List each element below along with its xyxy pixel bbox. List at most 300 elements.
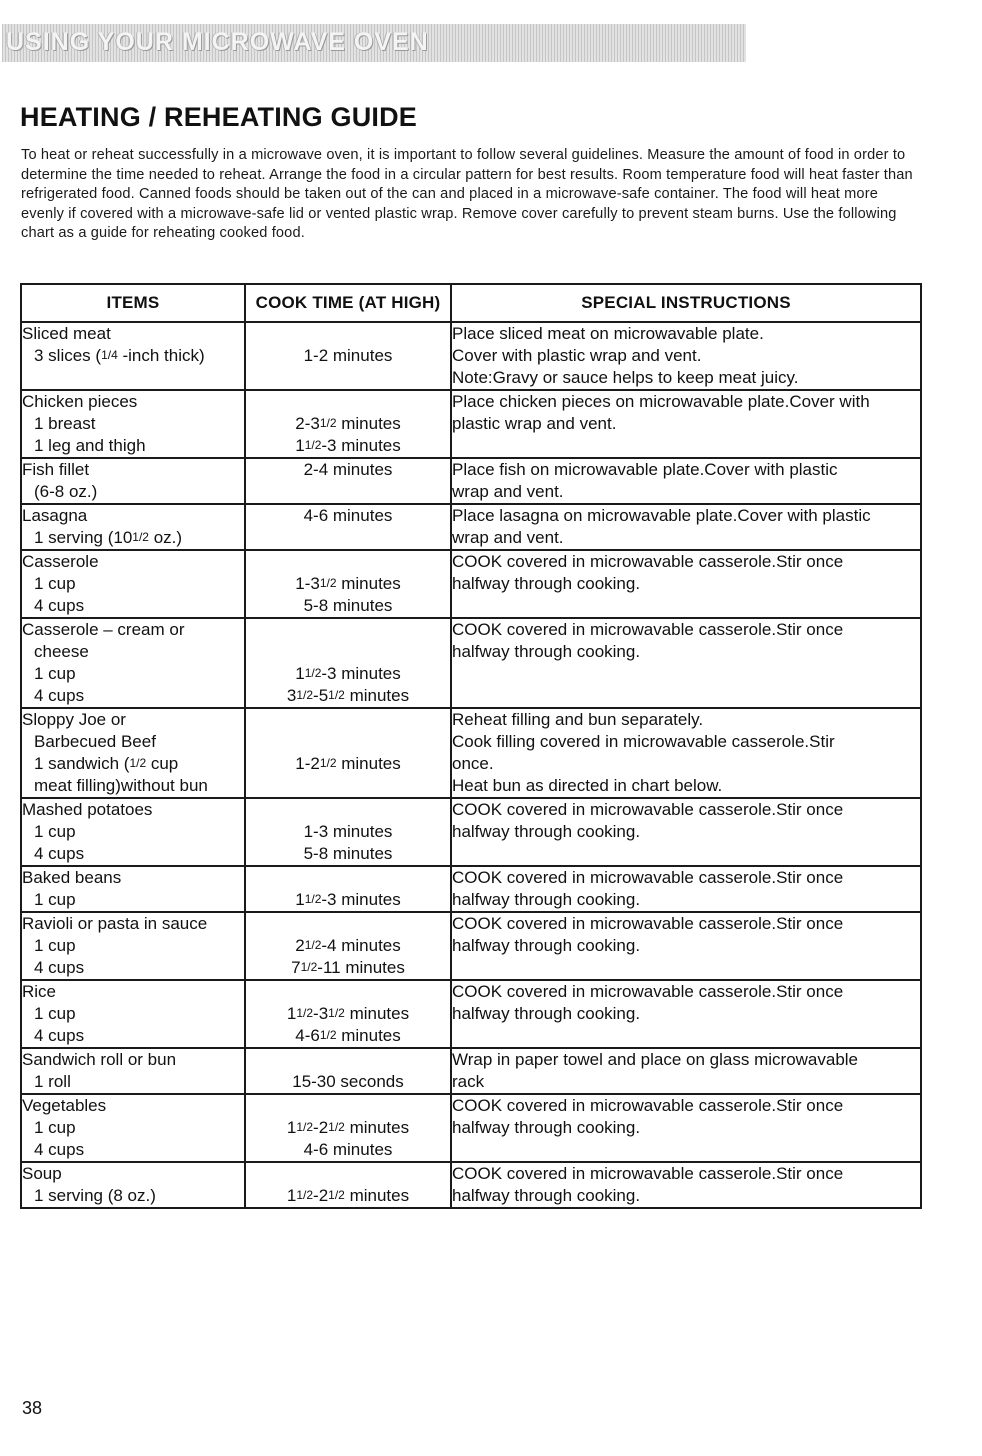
text-segment: Baked beans — [22, 868, 122, 887]
text-segment: Rice — [22, 982, 57, 1001]
cook-time-cell — [245, 618, 451, 708]
item-line — [22, 641, 244, 663]
text-segment: 4 cups — [34, 596, 85, 615]
instruction-line — [452, 1163, 920, 1185]
text-segment: Casserole — [22, 552, 99, 571]
item-line — [22, 709, 244, 731]
cook-time-cell — [245, 912, 451, 980]
instructions-cell — [451, 980, 921, 1048]
text-segment: COOK covered in microwavable casserole.Stir once — [452, 1096, 844, 1115]
instruction-line — [452, 367, 920, 389]
cook-time-line — [246, 867, 450, 889]
cook-time-line — [246, 1139, 450, 1161]
item-line — [22, 1185, 244, 1207]
text-segment: 2-4 minutes — [303, 460, 393, 479]
text-segment: Place sliced meat on microwavable plate. — [452, 324, 764, 343]
text-segment: halfway through cooking. — [452, 890, 641, 909]
item-cell — [21, 866, 245, 912]
cook-time-cell — [245, 708, 451, 798]
item-line — [22, 867, 244, 889]
instruction-line — [452, 345, 920, 367]
instruction-line — [452, 619, 920, 641]
instruction-line — [452, 551, 920, 573]
text-segment: COOK covered in microwavable casserole.Stir once — [452, 1164, 844, 1183]
text-segment: minutes — [336, 1026, 401, 1045]
table-row — [21, 1048, 921, 1094]
text-segment: plastic wrap and vent. — [452, 414, 617, 433]
text-segment: 1 — [295, 890, 305, 909]
text-segment: 1-3 — [295, 574, 320, 593]
text-segment: Wrap in paper towel and place on glass microwavable — [452, 1050, 859, 1069]
fraction: 1/2 — [319, 756, 337, 770]
cook-time-line — [246, 551, 450, 573]
intro-paragraph: To heat or reheat successfully in a microwave oven, it is important to follow several guidelines. Measure the amount of food in order to determine the time needed to reheat. Arrange the food in a circular pattern for best results. Room temperature food will heat faster than refrigerated food. Canned foods should be taken out of the can and placed in a microwave-safe container. The food will heat more evenly if covered with a microwave-safe lid or vented plastic wrap. Remove cover carefully to prevent steam burns. Use the following chart as a guide for reheating cooked food. — [21, 147, 913, 241]
cook-time-line — [246, 821, 450, 843]
cook-time-line — [246, 1071, 450, 1093]
instructions-cell — [451, 1048, 921, 1094]
text-segment: Place lasagna on microwavable plate.Cover with plastic — [452, 506, 871, 525]
cook-time-line — [246, 459, 450, 481]
text-segment: 1 — [295, 664, 305, 683]
fraction: 1/2 — [304, 666, 322, 680]
item-cell — [21, 708, 245, 798]
item-line — [22, 1095, 244, 1117]
item-cell — [21, 798, 245, 866]
cook-time-line — [246, 1003, 450, 1025]
text-segment: 1-2 — [295, 754, 320, 773]
cook-time-line — [246, 981, 450, 1003]
text-segment: 1 cup — [34, 822, 76, 841]
item-line — [22, 799, 244, 821]
item-line — [22, 685, 244, 707]
instruction-line — [452, 459, 920, 481]
item-line — [22, 1117, 244, 1139]
cook-time-cell — [245, 390, 451, 458]
table-header-row — [21, 284, 921, 322]
fraction: 1/2 — [129, 756, 147, 770]
cook-time-cell — [245, 1048, 451, 1094]
item-line — [22, 345, 244, 367]
item-cell — [21, 618, 245, 708]
item-line — [22, 1025, 244, 1047]
cook-time-line — [246, 391, 450, 413]
fraction: 1/4 — [101, 348, 118, 362]
fraction: 1/2 — [304, 892, 322, 906]
text-segment: 4 cups — [34, 1026, 85, 1045]
instruction-line — [452, 709, 920, 731]
cook-time-line — [246, 731, 450, 753]
table-row — [21, 798, 921, 866]
instruction-line — [452, 821, 920, 843]
item-line — [22, 957, 244, 979]
item-line — [22, 843, 244, 865]
item-line — [22, 775, 244, 797]
text-segment: 1 sandwich ( — [34, 754, 130, 773]
text-segment: Cook filling covered in microwavable casserole.Stir — [452, 732, 835, 751]
table-row — [21, 912, 921, 980]
instruction-line — [452, 1095, 920, 1117]
table-row — [21, 550, 921, 618]
text-segment: 4 cups — [34, 1140, 85, 1159]
text-segment: COOK covered in microwavable casserole.Stir once — [452, 552, 844, 571]
item-line — [22, 481, 244, 503]
instructions-cell — [451, 390, 921, 458]
text-segment: 4 cups — [34, 844, 85, 863]
instruction-line — [452, 641, 920, 663]
text-segment: halfway through cooking. — [452, 1118, 641, 1137]
item-line — [22, 913, 244, 935]
instructions-cell — [451, 550, 921, 618]
item-line — [22, 1139, 244, 1161]
cook-time-cell — [245, 866, 451, 912]
cook-time-cell — [245, 1094, 451, 1162]
text-segment: minutes — [336, 754, 401, 773]
instruction-line — [452, 323, 920, 345]
text-segment: wrap and vent. — [452, 482, 564, 501]
table-row — [21, 1162, 921, 1208]
text-segment: -4 minutes — [321, 936, 401, 955]
text-segment: 1 — [286, 1004, 297, 1023]
text-segment: Place chicken pieces on microwavable plate.Cover with — [452, 392, 870, 411]
instruction-line — [452, 799, 920, 821]
instruction-line — [452, 913, 920, 935]
text-segment: 4-6 minutes — [303, 506, 393, 525]
cook-time-line — [246, 573, 450, 595]
fraction: 1/2 — [328, 1006, 345, 1020]
text-segment: minutes — [344, 686, 410, 705]
item-line — [22, 459, 244, 481]
instruction-line — [452, 867, 920, 889]
text-segment: minutes — [344, 1004, 410, 1023]
text-segment: Place fish on microwavable plate.Cover with plastic — [452, 460, 838, 479]
item-line — [22, 619, 244, 641]
cook-time-cell — [245, 798, 451, 866]
text-segment: Vegetables — [22, 1096, 107, 1115]
text-segment: halfway through cooking. — [452, 574, 641, 593]
text-segment: once. — [452, 754, 494, 773]
cook-time-line — [246, 663, 450, 685]
cook-time-line — [246, 843, 450, 865]
text-segment: -2 — [313, 1186, 329, 1205]
text-segment: -3 minutes — [321, 436, 401, 455]
text-segment: -inch thick) — [117, 346, 205, 365]
reheating-table — [20, 283, 922, 1209]
text-segment: 1 serving (10 — [34, 528, 133, 547]
text-segment: wrap and vent. — [452, 528, 564, 547]
item-line — [22, 731, 244, 753]
cook-time-line — [246, 753, 450, 775]
item-line — [22, 1163, 244, 1185]
table-row — [21, 618, 921, 708]
fraction: 1/2 — [296, 688, 314, 702]
text-segment: 1 serving (8 oz.) — [34, 1186, 156, 1205]
text-segment: 1 — [286, 1186, 297, 1205]
instructions-cell — [451, 1162, 921, 1208]
text-segment: meat filling)without bun — [34, 776, 208, 795]
text-segment: Chicken pieces — [22, 392, 138, 411]
fraction: 1/2 — [319, 576, 337, 590]
fraction: 1/2 — [300, 960, 318, 974]
cook-time-line — [246, 957, 450, 979]
text-segment: 15-30 seconds — [292, 1072, 404, 1091]
cook-time-line — [246, 323, 450, 345]
header-items: ITEMS — [21, 284, 245, 322]
cook-time-line — [246, 1049, 450, 1071]
item-line — [22, 753, 244, 775]
item-cell — [21, 980, 245, 1048]
text-segment: 5-8 minutes — [303, 844, 393, 863]
fraction: 1/2 — [304, 438, 322, 452]
instructions-cell — [451, 708, 921, 798]
item-line — [22, 889, 244, 911]
instructions-cell — [451, 866, 921, 912]
cook-time-line — [246, 435, 450, 457]
table-row — [21, 1094, 921, 1162]
item-cell — [21, 1048, 245, 1094]
instruction-line — [452, 981, 920, 1003]
text-segment: cheese — [34, 642, 89, 661]
text-segment: minutes — [336, 574, 401, 593]
table-row — [21, 458, 921, 504]
instruction-line — [452, 391, 920, 413]
text-segment: 1 cup — [34, 1004, 76, 1023]
text-segment: -11 minutes — [317, 958, 405, 977]
text-segment: COOK covered in microwavable casserole.Stir once — [452, 982, 844, 1001]
text-segment: -5 — [313, 686, 329, 705]
text-segment: minutes — [344, 1118, 410, 1137]
header-cook-time: COOK TIME (AT HIGH) — [245, 284, 451, 322]
fraction: 1/2 — [296, 1188, 314, 1202]
text-segment: -3 minutes — [321, 664, 401, 683]
item-line — [22, 551, 244, 573]
cook-time-line — [246, 505, 450, 527]
fraction: 1/2 — [132, 530, 149, 544]
instructions-cell — [451, 912, 921, 980]
text-segment: COOK covered in microwavable casserole.Stir once — [452, 620, 844, 639]
text-segment: 1 cup — [34, 1118, 76, 1137]
text-segment: Sloppy Joe or — [22, 710, 126, 729]
text-segment: COOK covered in microwavable casserole.Stir once — [452, 914, 844, 933]
instruction-line — [452, 1071, 920, 1093]
text-segment: 1 breast — [34, 414, 96, 433]
text-segment: 1 cup — [34, 890, 76, 909]
page-title: HEATING / REHEATING GUIDE — [20, 102, 418, 132]
item-line — [22, 1071, 244, 1093]
item-cell — [21, 1162, 245, 1208]
text-segment: COOK covered in microwavable casserole.Stir once — [452, 868, 844, 887]
cook-time-cell — [245, 322, 451, 390]
instruction-line — [452, 775, 920, 797]
text-segment: Note:Gravy or sauce helps to keep meat juicy. — [452, 368, 799, 387]
cook-time-line — [246, 889, 450, 911]
instructions-cell — [451, 798, 921, 866]
text-segment: Barbecued Beef — [34, 732, 156, 751]
item-line — [22, 391, 244, 413]
item-line — [22, 1003, 244, 1025]
instruction-line — [452, 573, 920, 595]
item-line — [22, 527, 244, 549]
table-row — [21, 708, 921, 798]
text-segment: halfway through cooking. — [452, 1186, 641, 1205]
item-line — [22, 981, 244, 1003]
header-special-instructions: SPECIAL INSTRUCTIONS — [451, 284, 921, 322]
item-line — [22, 505, 244, 527]
fraction: 1/2 — [296, 1006, 314, 1020]
instruction-line — [452, 889, 920, 911]
table-row — [21, 322, 921, 390]
item-line — [22, 413, 244, 435]
text-segment: 1 cup — [34, 936, 76, 955]
text-segment: 1 cup — [34, 574, 76, 593]
text-segment: 4 cups — [34, 686, 85, 705]
cook-time-line — [246, 935, 450, 957]
text-segment: 1 leg and thigh — [34, 436, 146, 455]
text-segment: 1-2 minutes — [303, 346, 393, 365]
text-segment: 1 — [295, 436, 305, 455]
fraction: 1/2 — [319, 1028, 337, 1042]
text-segment: Cover with plastic wrap and vent. — [452, 346, 702, 365]
instructions-cell — [451, 504, 921, 550]
text-segment: -2 — [313, 1118, 329, 1137]
cook-time-line — [246, 1185, 450, 1207]
text-segment: Lasagna — [22, 506, 88, 525]
instructions-cell — [451, 1094, 921, 1162]
cook-time-line — [246, 619, 450, 641]
text-segment: Casserole – cream or — [22, 620, 185, 639]
text-segment: Sandwich roll or bun — [22, 1050, 177, 1069]
text-segment: 4-6 minutes — [303, 1140, 393, 1159]
table-row — [21, 980, 921, 1048]
table-row — [21, 504, 921, 550]
cook-time-cell — [245, 458, 451, 504]
text-segment: 3 slices ( — [34, 346, 102, 365]
text-segment: 1 roll — [34, 1072, 71, 1091]
text-segment: halfway through cooking. — [452, 936, 641, 955]
item-cell — [21, 322, 245, 390]
instruction-line — [452, 1049, 920, 1071]
item-line — [22, 663, 244, 685]
cook-time-line — [246, 641, 450, 663]
page-number: 38 — [22, 1398, 43, 1418]
text-segment: minutes — [344, 1186, 410, 1205]
item-cell — [21, 1094, 245, 1162]
instructions-cell — [451, 618, 921, 708]
cook-time-line — [246, 1117, 450, 1139]
text-segment: rack — [452, 1072, 485, 1091]
item-line — [22, 595, 244, 617]
text-segment: cup — [146, 754, 179, 773]
instruction-line — [452, 1117, 920, 1139]
cook-time-cell — [245, 504, 451, 550]
text-segment: Ravioli or pasta in sauce — [22, 914, 208, 933]
fraction: 1/2 — [319, 416, 337, 430]
text-segment: 4-6 — [295, 1026, 320, 1045]
text-segment: halfway through cooking. — [452, 642, 641, 661]
cook-time-cell — [245, 980, 451, 1048]
instruction-line — [452, 1185, 920, 1207]
text-segment: 2 — [295, 936, 305, 955]
text-segment: 3 — [286, 686, 297, 705]
item-cell — [21, 912, 245, 980]
instructions-cell — [451, 322, 921, 390]
text-segment: halfway through cooking. — [452, 822, 641, 841]
fraction: 1/2 — [328, 1188, 345, 1202]
table-row — [21, 866, 921, 912]
text-segment: -3 minutes — [321, 890, 401, 909]
cook-time-line — [246, 413, 450, 435]
cook-time-line — [246, 1095, 450, 1117]
cook-time-cell — [245, 550, 451, 618]
text-segment: halfway through cooking. — [452, 1004, 641, 1023]
text-segment: -3 — [313, 1004, 329, 1023]
table-body — [21, 322, 921, 1208]
section-banner-text: USING YOUR MICROWAVE OVEN — [6, 28, 429, 56]
cook-time-line — [246, 1025, 450, 1047]
item-line — [22, 573, 244, 595]
text-segment: COOK covered in microwavable casserole.Stir once — [452, 800, 844, 819]
instruction-line — [452, 413, 920, 435]
text-segment: 1 cup — [34, 664, 76, 683]
instruction-line — [452, 527, 920, 549]
cook-time-line — [246, 799, 450, 821]
instruction-line — [452, 1003, 920, 1025]
cook-time-line — [246, 345, 450, 367]
fraction: 1/2 — [328, 688, 345, 702]
instruction-line — [452, 731, 920, 753]
text-segment: 5-8 minutes — [303, 596, 393, 615]
item-line — [22, 323, 244, 345]
section-banner — [2, 24, 746, 62]
fraction: 1/2 — [304, 938, 322, 952]
text-segment: 1 — [286, 1118, 297, 1137]
item-cell — [21, 504, 245, 550]
cook-time-line — [246, 1163, 450, 1185]
text-segment: minutes — [336, 414, 401, 433]
text-segment: oz.) — [148, 528, 183, 547]
item-line — [22, 1049, 244, 1071]
text-segment: 1-3 minutes — [303, 822, 393, 841]
text-segment: Fish fillet — [22, 460, 90, 479]
cook-time-line — [246, 685, 450, 707]
text-segment: Heat bun as directed in chart below. — [452, 776, 723, 795]
cook-time-line — [246, 595, 450, 617]
text-segment: 2-3 — [295, 414, 320, 433]
item-cell — [21, 458, 245, 504]
text-segment: Soup — [22, 1164, 62, 1183]
text-segment: Reheat filling and bun separately. — [452, 710, 704, 729]
text-segment: Sliced meat — [22, 324, 111, 343]
item-line — [22, 435, 244, 457]
instruction-line — [452, 505, 920, 527]
instruction-line — [452, 935, 920, 957]
instruction-line — [452, 753, 920, 775]
cook-time-line — [246, 913, 450, 935]
item-cell — [21, 390, 245, 458]
fraction: 1/2 — [296, 1120, 314, 1134]
text-segment: (6-8 oz.) — [34, 482, 98, 501]
text-segment: Mashed potatoes — [22, 800, 153, 819]
fraction: 1/2 — [328, 1120, 345, 1134]
table-row — [21, 390, 921, 458]
text-segment: 7 — [291, 958, 301, 977]
cook-time-line — [246, 709, 450, 731]
item-line — [22, 821, 244, 843]
cook-time-cell — [245, 1162, 451, 1208]
text-segment: 4 cups — [34, 958, 85, 977]
item-cell — [21, 550, 245, 618]
instructions-cell — [451, 458, 921, 504]
instruction-line — [452, 481, 920, 503]
